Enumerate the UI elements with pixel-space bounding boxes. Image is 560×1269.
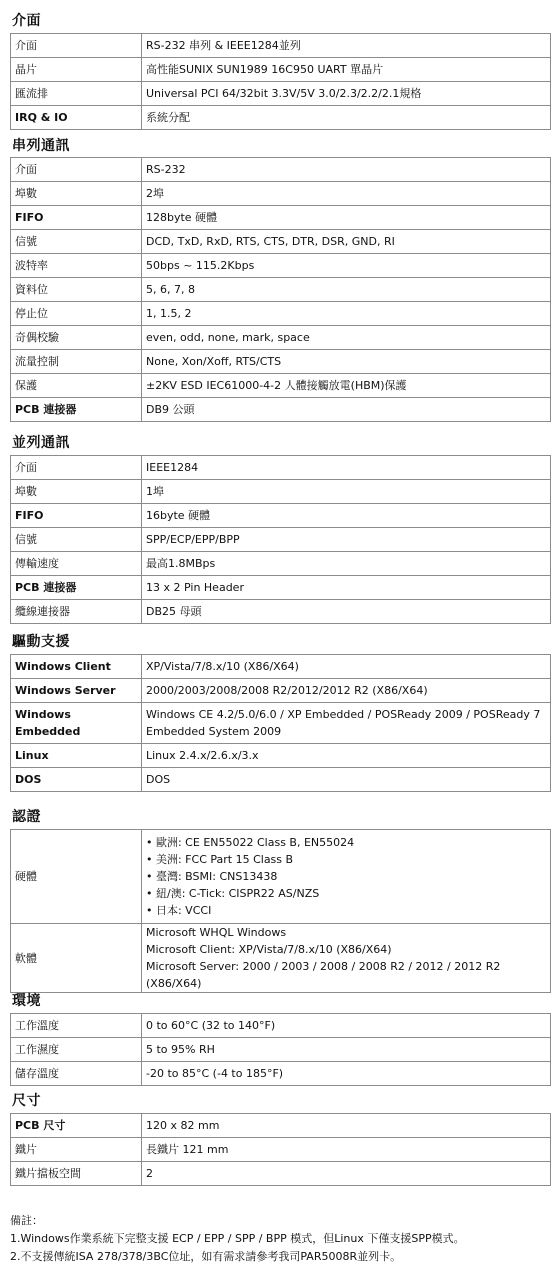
spec-value: 2埠 xyxy=(142,182,551,206)
notes xyxy=(10,1212,465,1266)
spec-value: DOS xyxy=(142,768,551,792)
hardware-cert-list xyxy=(142,830,551,924)
note-item: 2.不支援傳統ISA 278/378/3BC位址，如有需求請參考我司PAR5008R並列卡。 xyxy=(10,1250,402,1263)
spec-key: 晶片 xyxy=(11,58,142,82)
spec-key: 工作濕度 xyxy=(11,1038,142,1062)
spec-value: 16byte 硬體 xyxy=(142,504,551,528)
spec-value: 5, 6, 7, 8 xyxy=(142,278,551,302)
spec-value: 系統分配 xyxy=(142,106,551,130)
spec-value: Universal PCI 64/32bit 3.3V/5V 3.0/2.3/2.2/2.1規格 xyxy=(142,82,551,106)
list-item: Microsoft WHQL Windows xyxy=(146,926,287,939)
spec-value: XP/Vista/7/8.x/10 (X86/X64) xyxy=(142,655,551,679)
software-cert-list xyxy=(142,924,551,993)
section-title-serial: 串列通訊 xyxy=(12,138,70,154)
spec-key: IRQ & IO xyxy=(11,106,142,130)
section-title-parallel: 並列通訊 xyxy=(12,435,70,451)
spec-key: PCB 連接器 xyxy=(11,398,142,422)
spec-key: 介面 xyxy=(11,456,142,480)
section-title-environment: 環境 xyxy=(12,993,41,1009)
spec-value: DB9 公頭 xyxy=(142,398,551,422)
spec-value: 120 x 82 mm xyxy=(142,1114,551,1138)
drivers-table xyxy=(10,654,551,792)
spec-value: even, odd, none, mark, space xyxy=(142,326,551,350)
spec-key: Windows Server xyxy=(11,679,142,703)
spec-value: 128byte 硬體 xyxy=(142,206,551,230)
spec-key: 停止位 xyxy=(11,302,142,326)
spec-value: 2000/2003/2008/2008 R2/2012/2012 R2 (X86/X64) xyxy=(142,679,551,703)
spec-key: 傳輸速度 xyxy=(11,552,142,576)
list-item: Microsoft Server: 2000 / 2003 / 2008 / 2008 R2 / 2012 / 2012 R2 (X86/X64) xyxy=(146,960,501,990)
spec-key: 埠數 xyxy=(11,480,142,504)
spec-value: 13 x 2 Pin Header xyxy=(142,576,551,600)
spec-key: 鐵片 xyxy=(11,1138,142,1162)
spec-key: 奇偶校驗 xyxy=(11,326,142,350)
interface-table xyxy=(10,33,551,130)
spec-value: DCD, TxD, RxD, RTS, CTS, DTR, DSR, GND, RI xyxy=(142,230,551,254)
spec-key: FIFO xyxy=(11,206,142,230)
dimensions-table xyxy=(10,1113,551,1186)
spec-key: 匯流排 xyxy=(11,82,142,106)
spec-key: PCB 連接器 xyxy=(11,576,142,600)
list-item: • 紐/澳: C-Tick: CISPR22 AS/NZS xyxy=(146,887,320,900)
spec-key: 硬體 xyxy=(11,830,142,924)
spec-key: 資料位 xyxy=(11,278,142,302)
spec-key: 流量控制 xyxy=(11,350,142,374)
list-item: • 美洲: FCC Part 15 Class B xyxy=(146,853,294,866)
spec-key: PCB 尺寸 xyxy=(11,1114,142,1138)
list-item: • 歐洲: CE EN55022 Class B, EN55024 xyxy=(146,836,355,849)
parallel-table xyxy=(10,455,551,624)
spec-value: 1埠 xyxy=(142,480,551,504)
spec-value: SPP/ECP/EPP/BPP xyxy=(142,528,551,552)
spec-key: 鐵片擋板空間 xyxy=(11,1162,142,1186)
spec-value: 長鐵片 121 mm xyxy=(142,1138,551,1162)
spec-key: 信號 xyxy=(11,230,142,254)
spec-value: 高性能SUNIX SUN1989 16C950 UART 單晶片 xyxy=(142,58,551,82)
spec-key: 儲存溫度 xyxy=(11,1062,142,1086)
spec-value: 1, 1.5, 2 xyxy=(142,302,551,326)
note-item: 1.Windows作業系統下完整支援 ECP / EPP / SPP / BPP 模式，但Linux 下僅支援SPP模式。 xyxy=(10,1232,465,1245)
section-title-dimensions: 尺寸 xyxy=(12,1093,41,1109)
list-item: • 臺灣: BSMI: CNS13438 xyxy=(146,870,278,883)
spec-key: Windows Embedded xyxy=(11,703,142,744)
spec-value: RS-232 xyxy=(142,158,551,182)
spec-key: Linux xyxy=(11,744,142,768)
list-item: Microsoft Client: XP/Vista/7/8.x/10 (X86/X64) xyxy=(146,943,392,956)
section-title-drivers: 驅動支援 xyxy=(12,634,70,650)
spec-key: 介面 xyxy=(11,34,142,58)
spec-value: ±2KV ESD IEC61000-4-2 人體接觸放電(HBM)保護 xyxy=(142,374,551,398)
spec-value: DB25 母頭 xyxy=(142,600,551,624)
spec-value: 0 to 60°C (32 to 140°F) xyxy=(142,1014,551,1038)
spec-key: 纜線連接器 xyxy=(11,600,142,624)
spec-value: Linux 2.4.x/2.6.x/3.x xyxy=(142,744,551,768)
section-title-certification: 認證 xyxy=(12,809,41,825)
spec-key: 信號 xyxy=(11,528,142,552)
spec-value: Windows CE 4.2/5.0/6.0 / XP Embedded / POSReady 2009 / POSReady 7 Embedded System 2009 xyxy=(142,703,551,744)
spec-value: None, Xon/Xoff, RTS/CTS xyxy=(142,350,551,374)
spec-key: 波特率 xyxy=(11,254,142,278)
environment-table xyxy=(10,1013,551,1086)
serial-table xyxy=(10,157,551,422)
spec-key: 保護 xyxy=(11,374,142,398)
spec-key: Windows Client xyxy=(11,655,142,679)
spec-value: RS-232 串列 & IEEE1284並列 xyxy=(142,34,551,58)
certification-table xyxy=(10,829,551,993)
spec-value: 50bps ~ 115.2Kbps xyxy=(142,254,551,278)
spec-value: -20 to 85°C (-4 to 185°F) xyxy=(142,1062,551,1086)
spec-value: 2 xyxy=(142,1162,551,1186)
section-title-interface: 介面 xyxy=(12,13,41,29)
list-item: • 日本: VCCI xyxy=(146,904,212,917)
spec-key: FIFO xyxy=(11,504,142,528)
spec-key: 工作溫度 xyxy=(11,1014,142,1038)
spec-key: 埠數 xyxy=(11,182,142,206)
spec-key: 介面 xyxy=(11,158,142,182)
spec-key: DOS xyxy=(11,768,142,792)
notes-title: 備註： xyxy=(10,1214,43,1227)
spec-value: 最高1.8MBps xyxy=(142,552,551,576)
spec-value: IEEE1284 xyxy=(142,456,551,480)
spec-key: 軟體 xyxy=(11,924,142,993)
spec-value: 5 to 95% RH xyxy=(142,1038,551,1062)
